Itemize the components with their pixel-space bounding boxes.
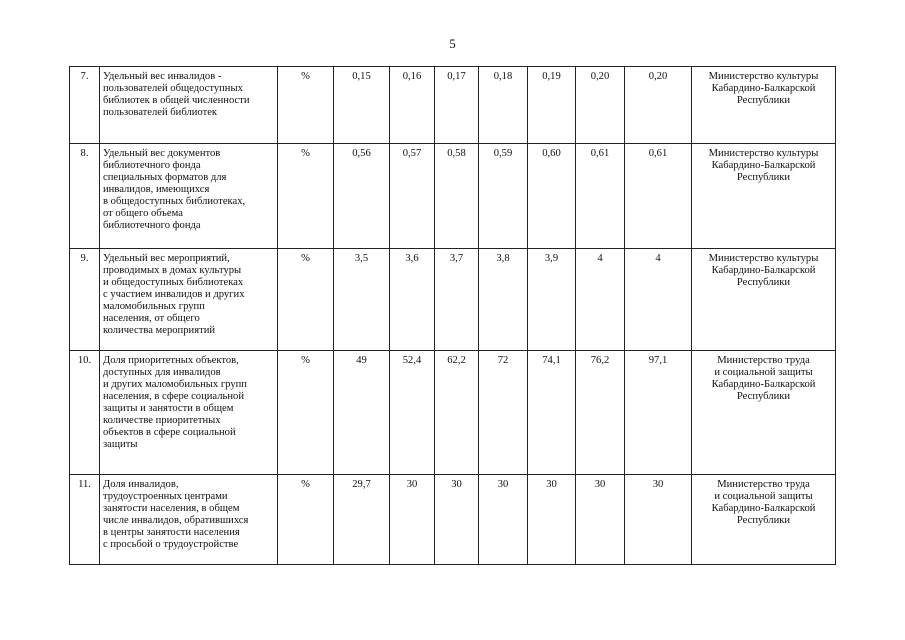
responsible-line: и социальной защиты [714, 491, 813, 502]
indicator-line: Удельный вес инвалидов - [103, 71, 222, 82]
responsible-line: Кабардино-Балкарской [711, 160, 816, 171]
indicator-line: специальных форматов для [103, 172, 227, 183]
indicator-line: защиты [103, 439, 138, 450]
responsible-line: Министерство труда [717, 479, 810, 490]
value-cell: 3,7 [435, 249, 479, 351]
value-cell: 0,61 [576, 144, 625, 249]
row-number: 7. [70, 67, 100, 144]
unit-cell: % [278, 351, 334, 475]
responsible-cell [692, 351, 836, 475]
responsible-line: Кабардино-Балкарской [711, 379, 816, 390]
value-cell: 72 [479, 351, 528, 475]
indicator-name [100, 67, 278, 144]
value-cell: 76,2 [576, 351, 625, 475]
indicator-line: занятости населения, в общем [103, 503, 240, 514]
responsible-line: Республики [736, 172, 791, 183]
value-cell: 0,19 [528, 67, 576, 144]
indicator-line: маломобильных групп [103, 301, 205, 312]
value-cell: 0,18 [479, 67, 528, 144]
page-number: 5 [449, 36, 456, 51]
responsible-line: Министерство культуры [708, 253, 819, 264]
value-cell: 97,1 [625, 351, 692, 475]
unit-cell: % [278, 67, 334, 144]
responsible-line: Министерство культуры [708, 148, 819, 159]
indicator-line: Доля инвалидов, [103, 479, 179, 490]
value-cell: 4 [576, 249, 625, 351]
responsible-line: Республики [736, 515, 791, 526]
indicator-line: и общедоступных библиотеках [103, 277, 244, 288]
table-row [70, 475, 836, 565]
table-row [70, 67, 836, 144]
responsible-line: Республики [736, 95, 791, 106]
responsible-line: Министерство культуры [708, 71, 819, 82]
value-cell: 0,58 [435, 144, 479, 249]
value-cell: 74,1 [528, 351, 576, 475]
indicator-line: библиотечного фонда [103, 220, 201, 231]
value-cell: 0,16 [390, 67, 435, 144]
responsible-line: Республики [736, 277, 791, 288]
indicator-line: количестве приоритетных [103, 415, 221, 426]
row-number: 10. [70, 351, 100, 475]
value-cell: 0,20 [576, 67, 625, 144]
value-cell: 0,15 [334, 67, 390, 144]
value-cell: 30 [576, 475, 625, 565]
indicator-line: и других маломобильных групп [103, 379, 247, 390]
indicator-line: Удельный вес мероприятий, [103, 253, 230, 264]
value-cell: 3,6 [390, 249, 435, 351]
indicator-line: в центры занятости населения [103, 527, 240, 538]
responsible-line: Кабардино-Балкарской [711, 503, 816, 514]
indicator-name [100, 351, 278, 475]
row-number: 11. [70, 475, 100, 565]
indicator-line: инвалидов, имеющихся [103, 184, 210, 195]
value-cell: 3,5 [334, 249, 390, 351]
indicator-line: трудоустроенных центрами [103, 491, 228, 502]
value-cell: 0,56 [334, 144, 390, 249]
value-cell: 52,4 [390, 351, 435, 475]
responsible-line: и социальной защиты [714, 367, 813, 378]
responsible-line: Республики [736, 391, 791, 402]
indicator-line: защиты и занятости в общем [103, 403, 234, 414]
indicator-line: проводимых в домах культуры [103, 265, 242, 276]
table-row [70, 144, 836, 249]
value-cell: 0,20 [625, 67, 692, 144]
indicator-name [100, 249, 278, 351]
value-cell: 62,2 [435, 351, 479, 475]
unit-cell: % [278, 475, 334, 565]
value-cell: 49 [334, 351, 390, 475]
indicator-line: объектов в сфере социальной [103, 427, 236, 438]
indicator-line: библиотек в общей численности [103, 95, 250, 106]
responsible-line: Кабардино-Балкарской [711, 83, 816, 94]
responsible-cell [692, 144, 836, 249]
value-cell: 30 [390, 475, 435, 565]
value-cell: 30 [479, 475, 528, 565]
table-row [70, 351, 836, 475]
indicator-line: пользователей общедоступных [103, 83, 243, 94]
indicator-line: населения, в сфере социальной [103, 391, 244, 402]
indicator-line: населения, от общего [103, 313, 200, 324]
table-row [70, 249, 836, 351]
value-cell: 0,57 [390, 144, 435, 249]
indicator-line: в общедоступных библиотеках, [103, 196, 246, 207]
value-cell: 4 [625, 249, 692, 351]
value-cell: 3,8 [479, 249, 528, 351]
row-number: 9. [70, 249, 100, 351]
responsible-cell [692, 249, 836, 351]
indicator-line: Доля приоритетных объектов, [103, 355, 239, 366]
indicator-line: от общего объема [103, 208, 183, 219]
value-cell: 30 [625, 475, 692, 565]
indicator-line: с просьбой о трудоустройстве [103, 539, 239, 550]
indicator-line: с участием инвалидов и других [103, 289, 245, 300]
value-cell: 3,9 [528, 249, 576, 351]
responsible-line: Министерство труда [717, 355, 810, 366]
responsible-cell [692, 67, 836, 144]
indicator-line: количества мероприятий [103, 325, 216, 336]
indicator-line: библиотечного фонда [103, 160, 201, 171]
value-cell: 30 [435, 475, 479, 565]
indicators-table [69, 66, 836, 565]
unit-cell: % [278, 249, 334, 351]
value-cell: 0,60 [528, 144, 576, 249]
indicator-line: пользователей библиотек [103, 107, 218, 118]
indicator-line: Удельный вес документов [103, 148, 221, 159]
responsible-line: Кабардино-Балкарской [711, 265, 816, 276]
value-cell: 30 [528, 475, 576, 565]
value-cell: 0,61 [625, 144, 692, 249]
row-number: 8. [70, 144, 100, 249]
indicator-line: числе инвалидов, обратившихся [103, 515, 249, 526]
unit-cell: % [278, 144, 334, 249]
value-cell: 0,59 [479, 144, 528, 249]
indicator-line: доступных для инвалидов [103, 367, 221, 378]
indicator-name [100, 144, 278, 249]
indicator-name [100, 475, 278, 565]
responsible-cell [692, 475, 836, 565]
value-cell: 0,17 [435, 67, 479, 144]
value-cell: 29,7 [334, 475, 390, 565]
